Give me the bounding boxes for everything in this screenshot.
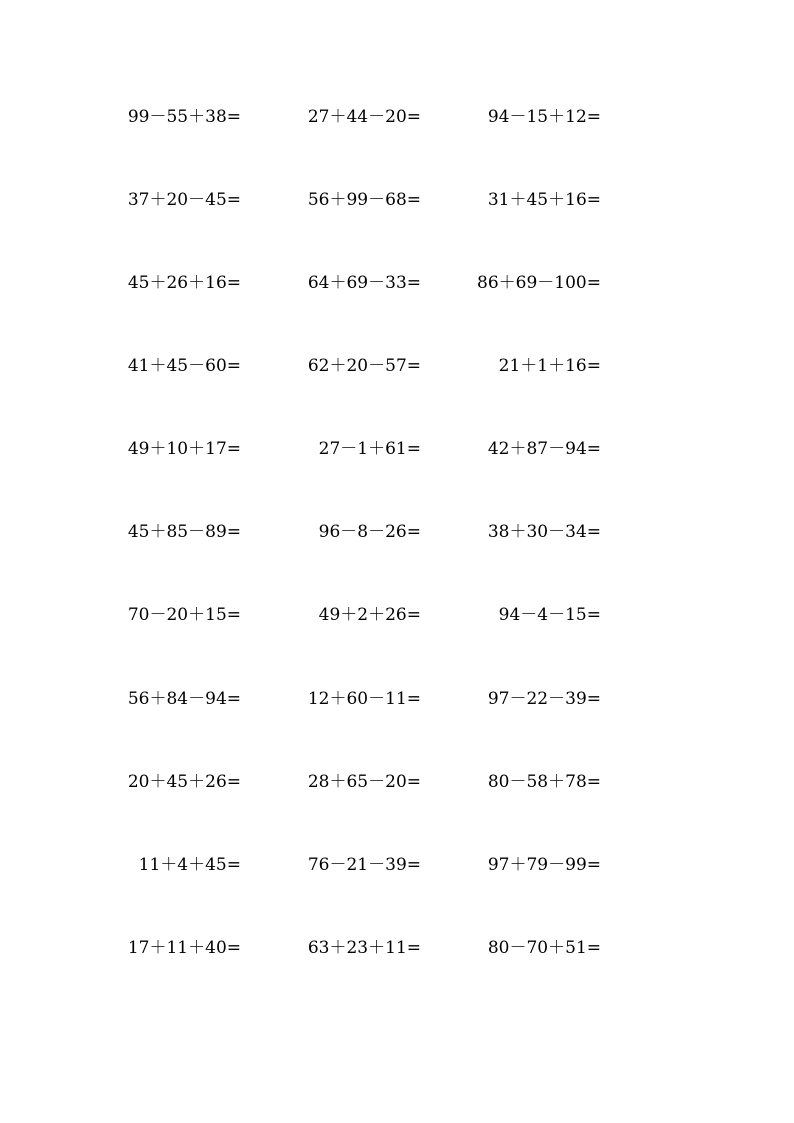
- math-problem: 49＋10＋17=: [127, 439, 241, 459]
- math-problem: 80－58＋78=: [487, 772, 601, 792]
- math-problem: 94－4－15=: [498, 605, 601, 625]
- problem-row: [0, 104, 794, 130]
- math-problem: 62＋20－57=: [307, 356, 421, 376]
- math-problem: 80－70＋51=: [487, 938, 601, 958]
- math-problem: 42＋87－94=: [487, 439, 601, 459]
- math-problem: 21＋1＋16=: [498, 356, 601, 376]
- problem-row: [0, 852, 794, 878]
- math-problem: 11＋4＋45=: [138, 855, 241, 875]
- math-problem: 94－15＋12=: [487, 107, 601, 127]
- problem-row: [0, 353, 794, 379]
- problem-row: [0, 187, 794, 213]
- math-problem: 38＋30－34=: [487, 522, 601, 542]
- problem-row: [0, 686, 794, 712]
- math-problem: 17＋11＋40=: [127, 938, 241, 958]
- math-problem: 76－21－39=: [307, 855, 421, 875]
- math-problem: 56＋84－94=: [127, 689, 241, 709]
- math-problem: 41＋45－60=: [127, 356, 241, 376]
- math-problem: 28＋65－20=: [307, 772, 421, 792]
- problem-row: [0, 769, 794, 795]
- math-problem: 97－22－39=: [487, 689, 601, 709]
- math-problem: 27－1＋61=: [318, 439, 421, 459]
- problem-row: [0, 935, 794, 961]
- math-problem: 97＋79－99=: [487, 855, 601, 875]
- math-problem: 31＋45＋16=: [487, 190, 601, 210]
- problem-row: [0, 602, 794, 628]
- math-problem: 27＋44－20=: [307, 107, 421, 127]
- math-problem: 45＋85－89=: [127, 522, 241, 542]
- problem-row: [0, 436, 794, 462]
- problem-row: [0, 270, 794, 296]
- math-problem: 96－8－26=: [318, 522, 421, 542]
- math-problem: 99－55＋38=: [127, 107, 241, 127]
- math-problem: 49＋2＋26=: [318, 605, 421, 625]
- math-problem: 86＋69－100=: [477, 273, 601, 293]
- math-problem: 12＋60－11=: [307, 689, 421, 709]
- math-problem: 45＋26＋16=: [127, 273, 241, 293]
- math-problem: 56＋99－68=: [307, 190, 421, 210]
- math-problem: 37＋20－45=: [127, 190, 241, 210]
- problem-row: [0, 519, 794, 545]
- math-problem: 70－20＋15=: [127, 605, 241, 625]
- math-problem: 20＋45＋26=: [127, 772, 241, 792]
- math-problem: 63＋23＋11=: [307, 938, 421, 958]
- math-problem: 64＋69－33=: [307, 273, 421, 293]
